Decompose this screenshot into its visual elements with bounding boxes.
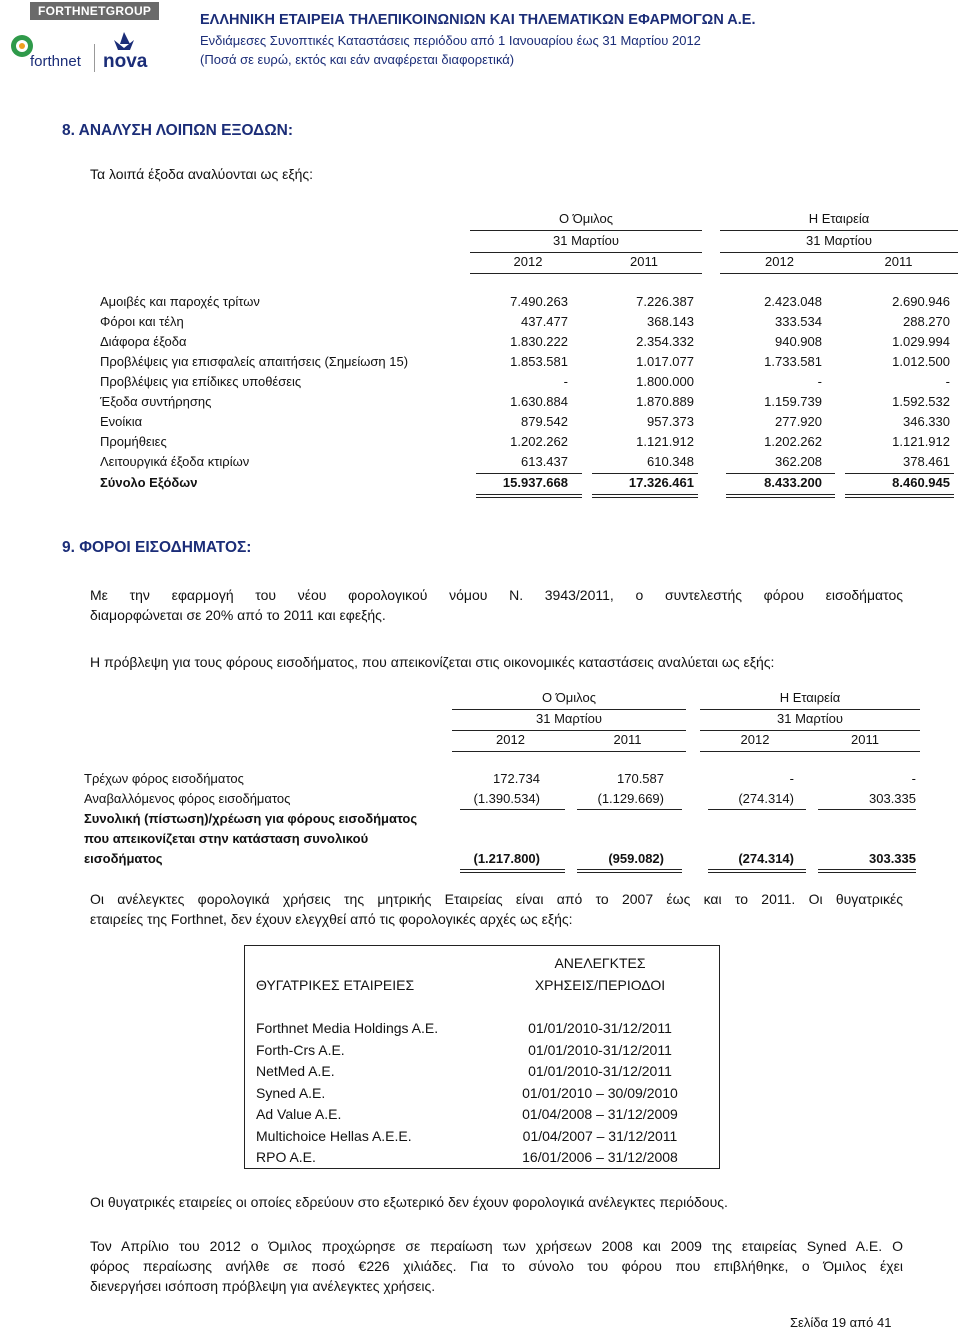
t2-year: 2011 <box>851 732 879 747</box>
subsidiary-name: Forthnet Media Holdings A.E. <box>256 1020 439 1036</box>
unaudited-years-paragraph-line2: εταιρείες της Forthnet, δεν έχουν ελεγχθεί από τις φορολογικές αρχές ως εξής: <box>90 911 573 927</box>
total-cell-value: (1.217.800) <box>473 851 540 866</box>
subsidiary-name: Forth-Crs A.E. <box>256 1041 345 1058</box>
t2-company-header: Η Εταιρεία <box>779 690 841 705</box>
syned-settlement-line3: διενεργήσει ισόποση πρόβλεψη για ανέλεγκτες χρήσεις. <box>90 1278 436 1294</box>
table-cell-value: 288.270 <box>903 314 950 329</box>
unaudited-period: 01/04/2008 – 31/12/2009 <box>522 1106 678 1122</box>
table-cell-value: 378.461 <box>903 454 950 469</box>
table-row-label: Λειτουργικά έξοδα κτιρίων <box>100 454 250 469</box>
t2-group-period: 31 Μαρτίου <box>536 711 602 726</box>
table-cell-value: - <box>945 374 950 389</box>
table-cell-value: 1.592.532 <box>892 394 950 409</box>
table-cell-value: 1.202.262 <box>764 434 822 449</box>
total-cell-value: 8.460.945 <box>892 475 950 490</box>
table-cell-value: 613.437 <box>521 454 568 469</box>
section-9-heading: 9. ΦΟΡΟΙ ΕΙΣΟΔΗΜΑΤΟΣ: <box>62 539 252 556</box>
table-cell-value: 333.534 <box>775 314 822 329</box>
subsidiary-name: Syned A.E. <box>256 1084 326 1101</box>
table-cell-value: 277.920 <box>775 414 822 429</box>
table-cell-value: 1.121.912 <box>636 434 694 449</box>
table-cell-value: 879.542 <box>521 414 568 429</box>
subsidiary-name: RPO A.E. <box>256 1149 316 1165</box>
table-cell-value: - <box>817 374 822 389</box>
unaudited-period: 01/01/2010 – 30/09/2010 <box>522 1084 678 1101</box>
currency-note: (Ποσά σε ευρώ, εκτός και εάν αναφέρεται διαφορετικά) <box>200 52 515 67</box>
unaudited-period: 01/01/2010-31/12/2011 <box>528 1020 672 1036</box>
table-cell-value: 1.630.884 <box>510 394 568 409</box>
total-row-label: Συνολική (πίστωση)/χρέωση για φόρους εισοδήματος <box>84 811 418 826</box>
table-cell-value: 7.490.263 <box>510 294 568 309</box>
t1-group-header: Ο Όμιλος <box>559 211 613 226</box>
total-cell-value: 303.335 <box>869 851 916 866</box>
table-cell-value: (1.390.534) <box>473 791 540 806</box>
table-cell-value: 1.121.912 <box>892 434 950 449</box>
table-cell-value: 170.587 <box>617 771 664 786</box>
subsidiary-name: Ad Value A.E. <box>256 1106 342 1122</box>
table-cell-value: 303.335 <box>869 791 916 806</box>
total-cell-value: (274.314) <box>738 851 794 866</box>
total-cell-value: 15.937.668 <box>502 475 568 490</box>
unaudited-period: 01/01/2010-31/12/2011 <box>528 1041 672 1058</box>
unaudited-years-paragraph-line1: Οι ανέλεγκτες φορολογικά χρήσεις της μητρικής Εταιρείας είναι από το 2007 έως και το 2011. Οι θυγατρικές <box>90 891 903 907</box>
report-subtitle: Ενδιάμεσες Συνοπτικές Καταστάσεις περιόδου από 1 Ιανουαρίου έως 31 Μαρτίου 2012 <box>200 33 701 48</box>
t1-group-period: 31 Μαρτίου <box>553 233 619 248</box>
unaudited-period: 01/04/2007 – 31/12/2011 <box>522 1127 678 1144</box>
table-cell-value: 1.830.222 <box>510 334 568 349</box>
table-row-label: Προμήθειες <box>100 434 167 449</box>
t1-year: 2011 <box>884 254 913 269</box>
total-cell-value: (959.082) <box>608 851 664 866</box>
table-row-label: Προβλέψεις για επίδικες υποθέσεις <box>100 374 302 389</box>
table-cell-value: 1.853.581 <box>510 354 568 369</box>
t1-year: 2012 <box>765 254 794 269</box>
subsidiary-name: Multichoice Hellas A.E.E. <box>256 1127 412 1144</box>
table-cell-value: 2.423.048 <box>764 294 822 309</box>
tax-rate-paragraph-line1: Με την εφαρμογή του νέου φορολογικού νόμου Ν. 3943/2011, ο συντελεστής φόρου εισοδήματος <box>90 587 903 603</box>
table-cell-value: 1.202.262 <box>510 434 568 449</box>
t1-year: 2011 <box>630 254 658 269</box>
total-cell-value: 17.326.461 <box>628 475 694 490</box>
table-cell-value: 346.330 <box>903 414 950 429</box>
table-row-label: Ενοίκια <box>100 414 143 429</box>
table-cell-value: 1.159.739 <box>764 394 822 409</box>
table-row-label: Διάφορα έξοδα <box>100 334 187 349</box>
table-row-label: Αμοιβές και παροχές τρίτων <box>100 294 260 309</box>
table-cell-value: 172.734 <box>493 771 540 786</box>
total-row-label: Σύνολο Εξόδων <box>100 475 198 490</box>
syned-settlement-line1: Τον Απρίλιο του 2012 ο Όμιλος προχώρησε σε περαίωση των χρήσεων 2008 και 2009 της εταιρείας Syned A.E. Ο <box>90 1238 903 1254</box>
table-cell-value: - <box>563 374 568 389</box>
t3-col2-header-line2: ΧΡΗΣΕΙΣ/ΠΕΡΙΟΔΟΙ <box>534 977 666 993</box>
table-cell-value: 940.908 <box>775 334 822 349</box>
t2-year: 2012 <box>496 732 525 747</box>
section-8-intro: Τα λοιπά έξοδα αναλύονται ως εξής: <box>90 166 314 182</box>
unaudited-period: 16/01/2006 – 31/12/2008 <box>522 1149 678 1165</box>
table-cell-value: 7.226.387 <box>636 294 694 309</box>
table-cell-value: 1.012.500 <box>892 354 950 369</box>
table-cell-value: 362.208 <box>775 454 822 469</box>
table-cell-value: 1.029.994 <box>892 334 950 349</box>
page-number: Σελίδα 19 από 41 <box>790 1315 892 1330</box>
group-badge: FORTHNETGROUP <box>30 2 159 20</box>
t2-group-header: Ο Όμιλος <box>542 690 596 705</box>
total-row-label: εισοδήματος <box>84 851 163 866</box>
table-cell-value: 610.348 <box>647 454 694 469</box>
t3-col2-header-line1: ΑΝΕΛΕΓΚΤΕΣ <box>554 955 646 971</box>
unaudited-period: 01/01/2010-31/12/2011 <box>528 1063 672 1079</box>
tax-provision-intro: Η πρόβλεψη για τους φόρους εισοδήματος, που απεικονίζεται στις οικονομικές καταστάσεις αναλύεται ως εξής: <box>90 654 775 670</box>
logo-divider <box>94 44 95 72</box>
t3-col1-header: ΘΥΓΑΤΡΙΚΕΣ ΕΤΑΙΡΕΙΕΣ <box>256 977 415 993</box>
table-cell-value: 1.733.581 <box>764 354 822 369</box>
t1-company-header: Η Εταιρεία <box>808 211 870 226</box>
table-cell-value: (1.129.669) <box>597 791 664 806</box>
table-cell-value: 1.017.077 <box>636 354 694 369</box>
table-cell-value: 1.870.889 <box>636 394 694 409</box>
nova-logo-text: nova <box>103 51 148 72</box>
forthnet-logo-text: forthnet <box>30 53 81 70</box>
table-row-label: Έξοδα συντήρησης <box>100 394 212 409</box>
syned-settlement-line2: φόρος περαίωσης ανήλθε σε ποσό €226 χιλιάδες. Για το σύνολο του φόρου που επιβλήθηκε, ο Όμιλος έχει <box>90 1258 903 1274</box>
table-cell-value: 437.477 <box>521 314 568 329</box>
t2-year: 2012 <box>740 732 770 747</box>
table-cell-value: 368.143 <box>647 314 694 329</box>
total-cell-value: 8.433.200 <box>764 475 822 490</box>
t1-company-period: 31 Μαρτίου <box>806 233 872 248</box>
company-title: ΕΛΛΗΝΙΚΗ ΕΤΑΙΡΕΙΑ ΤΗΛΕΠΙΚΟΙΝΩΝΙΩΝ ΚΑΙ ΤΗΛΕΜΑΤΙΚΩΝ ΕΦΑΡΜΟΓΩΝ Α.Ε. <box>200 12 756 28</box>
foreign-subsidiaries-paragraph: Οι θυγατρικές εταιρείες οι οποίες εδρεύουν στο εξωτερικό δεν έχουν φορολογικά ανέλεγκτες περιόδους. <box>90 1194 728 1210</box>
t2-company-period: 31 Μαρτίου <box>777 711 843 726</box>
table-cell-value: 957.373 <box>647 414 694 429</box>
table-row-label: Προβλέψεις για επισφαλείς απαιτήσεις (Σημείωση 15) <box>100 354 409 369</box>
table-cell-value: - <box>911 771 916 786</box>
t2-year: 2011 <box>613 732 642 747</box>
table-row-label: Αναβαλλόμενος φόρος εισοδήματος <box>84 791 291 806</box>
section-8-heading: 8. ΑΝΑΛΥΣΗ ΛΟΙΠΩΝ ΕΞΟΔΩΝ: <box>62 122 294 139</box>
table-row-label: Τρέχων φόρος εισοδήματος <box>84 771 244 786</box>
subsidiary-name: NetMed A.E. <box>256 1063 335 1079</box>
table-cell-value: - <box>789 771 794 786</box>
table-cell-value: 2.354.332 <box>636 334 694 349</box>
t1-year: 2012 <box>513 254 543 269</box>
table-cell-value: 1.800.000 <box>636 374 694 389</box>
table-cell-value: 2.690.946 <box>892 294 950 309</box>
table-row-label: Φόροι και τέλη <box>100 314 184 329</box>
total-row-label: που απεικονίζεται στην κατάσταση συνολικού <box>84 831 369 846</box>
tax-rate-paragraph-line2: διαμορφώνεται σε 20% από το 2011 και εφεξής. <box>90 607 386 623</box>
table-cell-value: (274.314) <box>738 791 794 806</box>
